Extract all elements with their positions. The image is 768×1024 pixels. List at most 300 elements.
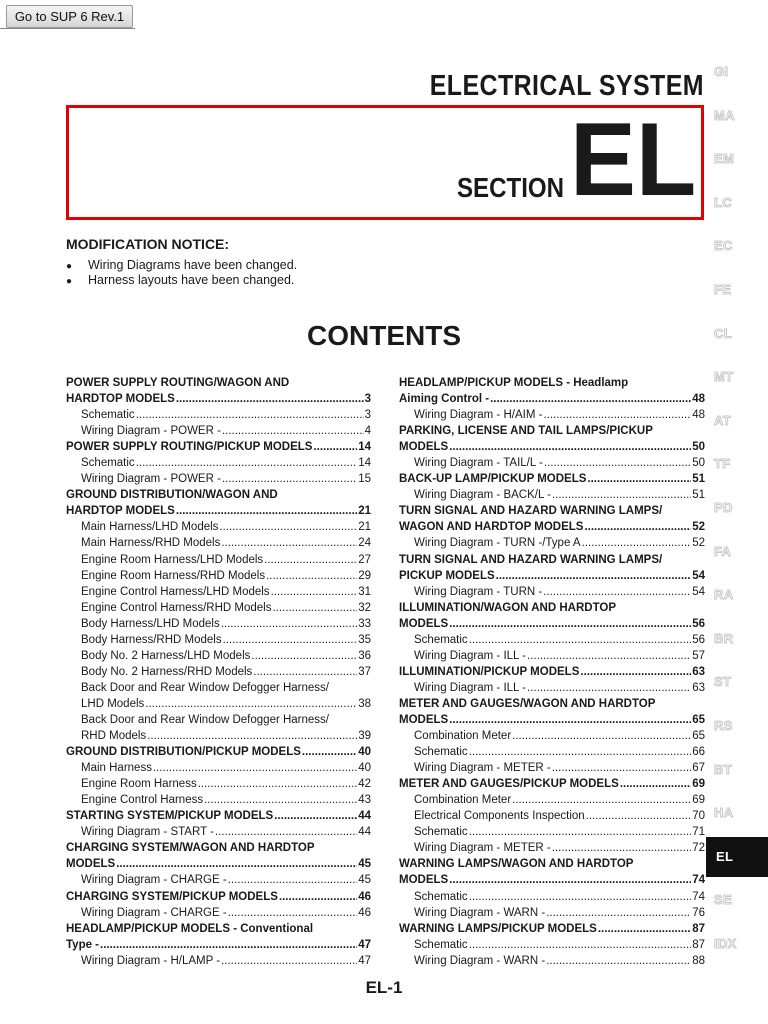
toc-entry[interactable] xyxy=(399,648,705,664)
toc-page-number: 44 xyxy=(358,826,371,839)
toc-page-number: 45 xyxy=(358,874,371,887)
toc-entry-title: WARNING LAMPS/WAGON AND HARDTOP xyxy=(399,858,634,871)
section-tab-fe[interactable]: FE xyxy=(714,282,732,297)
toc-entry[interactable] xyxy=(399,664,705,680)
toc-leader-dots xyxy=(221,616,358,632)
toc-page-number: 40 xyxy=(358,746,371,759)
toc-entry[interactable] xyxy=(66,664,371,680)
bullet-icon: ● xyxy=(66,276,73,287)
section-tab-se[interactable]: SE xyxy=(714,892,732,908)
toc-entry[interactable] xyxy=(66,568,371,584)
toc-leader-dots xyxy=(215,824,357,840)
toc-entry[interactable] xyxy=(66,616,371,632)
toc-leader-dots xyxy=(543,584,691,600)
toc-leader-dots xyxy=(274,808,357,824)
toc-leader-dots xyxy=(176,391,364,407)
modification-notice-title: MODIFICATION NOTICE: xyxy=(66,236,230,252)
toc-entry[interactable] xyxy=(66,584,371,600)
toc-page-number: 21 xyxy=(358,505,371,518)
toc-entry-title: Engine Room Harness/RHD Models xyxy=(81,569,266,582)
toc-page-number: 31 xyxy=(358,585,371,598)
section-tab-st[interactable]: ST xyxy=(714,674,732,690)
toc-entry-title: LHD Models xyxy=(81,697,145,710)
toc-entry[interactable] xyxy=(399,808,705,824)
toc-entry-title: Wiring Diagram - WARN - xyxy=(414,954,546,967)
toc-entry-title: METER AND GAUGES/WAGON AND HARDTOP xyxy=(399,697,656,710)
toc-page-number: 48 xyxy=(692,409,705,422)
toc-entry[interactable] xyxy=(399,487,705,503)
toc-leader-dots xyxy=(449,872,691,888)
toc-page-number: 67 xyxy=(692,762,705,775)
section-tab-ec[interactable]: EC xyxy=(714,238,733,254)
toc-entry[interactable] xyxy=(66,503,371,519)
toc-entry[interactable] xyxy=(399,856,705,872)
toc-entry[interactable] xyxy=(399,503,705,519)
page-number: EL-1 xyxy=(365,978,403,997)
toc-leader-dots xyxy=(176,503,357,519)
toc-leader-dots xyxy=(153,760,357,776)
toc-entry[interactable] xyxy=(399,728,705,744)
toc-leader-dots xyxy=(223,632,358,648)
toc-leader-dots xyxy=(116,856,357,872)
toc-leader-dots xyxy=(527,648,691,664)
toc-page-number: 29 xyxy=(358,569,371,582)
toc-leader-dots xyxy=(136,455,358,471)
toc-leader-dots xyxy=(490,391,691,407)
toc-entry-title: Type - xyxy=(66,938,100,951)
toc-page-number: 65 xyxy=(692,713,705,726)
toc-entry-title: Wiring Diagram - METER - xyxy=(414,842,551,855)
section-tab-el[interactable]: EL xyxy=(706,837,768,877)
toc-page-number: 36 xyxy=(358,649,371,662)
toc-entry-title: HEADLAMP/PICKUP MODELS - Headlamp xyxy=(399,377,629,389)
toc-entry[interactable] xyxy=(66,535,371,551)
toc-entry-title: PARKING, LICENSE AND TAIL LAMPS/PICKUP xyxy=(399,425,653,438)
toc-entry-title: Combination Meter xyxy=(414,794,512,807)
toc-page-number: 21 xyxy=(358,521,371,534)
toc-entry-title: Schematic xyxy=(81,457,135,470)
toc-entry-title: Aiming Control - xyxy=(399,393,490,406)
toc-entry[interactable] xyxy=(399,375,705,391)
toc-entry[interactable] xyxy=(66,728,371,744)
section-code: EL xyxy=(570,102,697,218)
section-tab-br[interactable]: BR xyxy=(714,630,734,646)
toc-leader-dots xyxy=(552,840,691,856)
toc-entry[interactable] xyxy=(66,921,371,937)
section-tab-pd[interactable]: PD xyxy=(714,500,733,515)
toc-entry[interactable] xyxy=(66,824,371,840)
toc-entry-title: Engine Control Harness xyxy=(81,794,204,807)
toc-page-number: 51 xyxy=(692,473,705,486)
toc-entry[interactable] xyxy=(399,471,705,487)
toc-leader-dots xyxy=(527,680,691,696)
toc-entry[interactable] xyxy=(66,680,371,696)
toc-page-number: 3 xyxy=(364,409,371,422)
goto-sup-button[interactable]: Go to SUP 6 Rev.1 xyxy=(6,5,133,28)
notice-text: Harness layouts have been changed. xyxy=(88,273,295,287)
toc-leader-dots xyxy=(552,760,691,776)
section-tab-rs[interactable]: RS xyxy=(714,718,733,733)
toc-entry-title: TURN SIGNAL AND HAZARD WARNING LAMPS/ xyxy=(399,553,663,566)
toc-entry-title: HARDTOP MODELS xyxy=(66,393,175,406)
toc-entry-title: Wiring Diagram - BACK/L - xyxy=(414,489,551,502)
toc-leader-dots xyxy=(222,423,364,439)
toc-leader-dots xyxy=(264,552,357,568)
toc-leader-dots xyxy=(552,487,691,503)
toc-entry-title: WAGON AND HARDTOP MODELS xyxy=(399,521,584,534)
toc-page-number: 47 xyxy=(358,938,371,951)
toc-entry-title: CHARGING SYSTEM/WAGON AND HARDTOP xyxy=(66,842,315,855)
toc-entry-title: Wiring Diagram - H/AIM - xyxy=(414,409,543,422)
page-title: ELECTRICAL SYSTEM xyxy=(429,70,704,102)
toc-entry[interactable] xyxy=(399,616,705,632)
toc-entry-title: Engine Room Harness xyxy=(81,778,197,791)
toc-entry-title: MODELS xyxy=(399,874,449,887)
toc-entry-title: POWER SUPPLY ROUTING/PICKUP MODELS xyxy=(66,441,313,454)
toc-entry[interactable] xyxy=(399,584,705,600)
section-tab-em[interactable]: EM xyxy=(714,151,735,167)
toc-leader-dots xyxy=(496,568,692,584)
toc-entry-title: BACK-UP LAMP/PICKUP MODELS xyxy=(399,473,587,486)
toc-entry-title: MODELS xyxy=(399,713,449,726)
toc-page-number: 46 xyxy=(358,906,371,919)
toc-entry[interactable] xyxy=(399,455,705,471)
toc-page-number: 74 xyxy=(692,890,705,903)
section-tab-bt[interactable]: BT xyxy=(714,761,732,777)
toc-entry-title: Wiring Diagram - POWER - xyxy=(81,425,221,438)
toc-leader-dots xyxy=(620,776,691,792)
toc-entry[interactable] xyxy=(66,632,371,648)
toc-entry-title: Wiring Diagram - TAIL/L - xyxy=(414,457,543,470)
toc-page-number: 54 xyxy=(692,585,705,598)
toc-entry-title: Engine Control Harness/LHD Models xyxy=(81,585,270,598)
toc-page-number: 63 xyxy=(692,681,705,694)
section-tab-ha[interactable]: HA xyxy=(714,805,734,821)
toc-page-number: 69 xyxy=(692,794,705,807)
toc-page-number: 32 xyxy=(358,601,371,614)
toc-leader-dots xyxy=(582,535,692,551)
toc-entry[interactable] xyxy=(66,889,371,905)
toc-leader-dots xyxy=(228,905,358,921)
toc-entry[interactable] xyxy=(66,744,371,760)
toc-leader-dots xyxy=(469,937,692,953)
toc-entry-title: Main Harness/LHD Models xyxy=(81,521,219,534)
toc-page-number: 88 xyxy=(692,954,705,967)
toc-entry[interactable] xyxy=(399,776,705,792)
toc-entry[interactable] xyxy=(399,889,705,905)
toc-entry-title: Wiring Diagram - START - xyxy=(81,826,214,839)
toc-entry[interactable] xyxy=(399,519,705,535)
toc-entry-title: Engine Room Harness/LHD Models xyxy=(81,553,264,566)
toc-page-number: 40 xyxy=(358,762,371,775)
section-tab-tf[interactable]: TF xyxy=(714,456,731,472)
toc-entry[interactable] xyxy=(399,840,705,856)
toc-entry-title: Schematic xyxy=(414,746,468,759)
toc-leader-dots xyxy=(100,937,357,953)
toc-entry[interactable] xyxy=(399,744,705,760)
toc-entry[interactable] xyxy=(66,808,371,824)
toc-leader-dots xyxy=(580,664,691,680)
toc-entry[interactable] xyxy=(66,776,371,792)
toc-page-number: 50 xyxy=(692,457,705,470)
toc-entry[interactable] xyxy=(399,792,705,808)
toc-entry[interactable] xyxy=(399,439,705,455)
toc-entry-title: Wiring Diagram - POWER - xyxy=(81,473,221,486)
toc-entry[interactable] xyxy=(66,648,371,664)
toc-entry[interactable] xyxy=(66,375,371,391)
toc-entry-title: HARDTOP MODELS xyxy=(66,505,175,518)
section-tab-idx[interactable]: IDX xyxy=(714,936,737,951)
toc-right-column xyxy=(399,375,705,969)
toc-entry-title: Main Harness/RHD Models xyxy=(81,537,221,550)
toc-page-number: 43 xyxy=(358,794,371,807)
toc-entry[interactable] xyxy=(399,391,705,407)
toc-leader-dots xyxy=(587,471,691,487)
toc-entry-title: Wiring Diagram - ILL - xyxy=(414,681,527,694)
toc-entry-title: MODELS xyxy=(399,441,449,454)
toc-page-number: 71 xyxy=(692,826,705,839)
toc-leader-dots xyxy=(544,455,691,471)
toc-leader-dots xyxy=(449,712,691,728)
toc-page-number: 65 xyxy=(692,730,705,743)
toc-page-number: 87 xyxy=(692,938,705,951)
toc-entry[interactable] xyxy=(399,407,705,423)
toc-page-number: 66 xyxy=(692,746,705,759)
toc-leader-dots xyxy=(266,568,357,584)
toc-leader-dots xyxy=(512,728,691,744)
top-divider xyxy=(0,28,135,29)
toc-leader-dots xyxy=(586,808,692,824)
toc-leader-dots xyxy=(598,921,691,937)
toc-page-number: 33 xyxy=(358,617,371,630)
toc-entry-title: WARNING LAMPS/PICKUP MODELS xyxy=(399,922,597,935)
toc-entry-title: Schematic xyxy=(414,890,468,903)
toc-page-number: 57 xyxy=(692,649,705,662)
section-tab-mt[interactable]: MT xyxy=(714,369,734,385)
toc-page-number: 42 xyxy=(358,778,371,791)
toc-entry-title: Back Door and Rear Window Defogger Harness/ xyxy=(81,681,330,694)
toc-page-number: 51 xyxy=(692,489,705,502)
toc-entry[interactable] xyxy=(66,471,371,487)
toc-leader-dots xyxy=(546,953,691,969)
toc-entry-title: Schematic xyxy=(81,409,135,422)
toc-page-number: 72 xyxy=(692,842,705,855)
toc-entry[interactable] xyxy=(66,712,371,728)
toc-entry[interactable] xyxy=(399,423,705,439)
toc-page-number: 44 xyxy=(358,810,371,823)
toc-leader-dots xyxy=(219,519,357,535)
toc-entry[interactable] xyxy=(66,760,371,776)
toc-entry-title: Body No. 2 Harness/LHD Models xyxy=(81,649,251,662)
toc-entry-title: STARTING SYSTEM/PICKUP MODELS xyxy=(66,810,274,823)
toc-leader-dots xyxy=(251,648,357,664)
toc-entry[interactable] xyxy=(66,953,371,969)
toc-entry[interactable] xyxy=(399,824,705,840)
toc-page-number: 63 xyxy=(692,665,705,678)
toc-leader-dots xyxy=(449,616,691,632)
notice-text: Wiring Diagrams have been changed. xyxy=(88,258,298,272)
toc-page-number: 24 xyxy=(358,537,371,550)
toc-leader-dots xyxy=(543,407,691,423)
toc-entry-title: Main Harness xyxy=(81,762,152,775)
toc-leader-dots xyxy=(145,696,357,712)
toc-leader-dots xyxy=(512,792,691,808)
toc-page-number: 48 xyxy=(692,393,705,406)
toc-entry[interactable] xyxy=(399,953,705,969)
toc-entry-title: Schematic xyxy=(414,938,468,951)
toc-entry-title: Body Harness/LHD Models xyxy=(81,617,220,630)
toc-entry[interactable] xyxy=(66,487,371,503)
toc-entry-title: PICKUP MODELS xyxy=(399,569,495,582)
toc-entry[interactable] xyxy=(66,455,371,471)
toc-page-number: 54 xyxy=(692,569,705,582)
contents-heading: CONTENTS xyxy=(307,320,461,351)
toc-entry-title: TURN SIGNAL AND HAZARD WARNING LAMPS/ xyxy=(399,505,663,518)
toc-page-number: 14 xyxy=(358,457,371,470)
toc-entry-title: Combination Meter xyxy=(414,730,512,743)
toc-entry-title: METER AND GAUGES/PICKUP MODELS xyxy=(399,778,619,791)
section-tab-at[interactable]: AT xyxy=(714,412,731,428)
toc-entry-title: Wiring Diagram - TURN - xyxy=(414,585,543,598)
toc-left-column xyxy=(66,375,371,969)
toc-entry[interactable] xyxy=(66,856,371,872)
toc-entry[interactable] xyxy=(399,568,705,584)
section-tab-ma[interactable]: MA xyxy=(714,107,735,123)
toc-page-number: 52 xyxy=(692,537,705,550)
toc-leader-dots xyxy=(221,953,357,969)
toc-page-number: 69 xyxy=(692,778,705,791)
toc-entry[interactable] xyxy=(399,905,705,921)
toc-page-number: 4 xyxy=(364,425,371,438)
toc-leader-dots xyxy=(271,584,358,600)
toc-entry[interactable] xyxy=(399,872,705,888)
toc-page-number: 76 xyxy=(692,906,705,919)
toc-entry[interactable] xyxy=(399,937,705,953)
toc-leader-dots xyxy=(469,632,692,648)
toc-page-number: 70 xyxy=(692,810,705,823)
toc-entry[interactable] xyxy=(399,760,705,776)
toc-entry-title: Wiring Diagram - WARN - xyxy=(414,906,546,919)
toc-entry-title: GROUND DISTRIBUTION/PICKUP MODELS xyxy=(66,746,301,759)
toc-entry-title: Back Door and Rear Window Defogger Harness/ xyxy=(81,713,330,726)
section-tab-fa[interactable]: FA xyxy=(714,543,732,559)
toc-entry[interactable] xyxy=(66,937,371,953)
toc-leader-dots xyxy=(584,519,691,535)
toc-entry[interactable] xyxy=(66,905,371,921)
toc-leader-dots xyxy=(546,905,691,921)
toc-entry[interactable] xyxy=(66,696,371,712)
toc-entry-title: Engine Control Harness/RHD Models xyxy=(81,601,272,614)
toc-leader-dots xyxy=(222,471,357,487)
toc-leader-dots xyxy=(221,535,357,551)
section-tab-gi[interactable]: GI xyxy=(714,64,729,79)
bullet-icon: ● xyxy=(66,261,73,272)
toc-entry-title: MODELS xyxy=(399,617,449,630)
toc-leader-dots xyxy=(449,439,691,455)
toc-entry[interactable] xyxy=(66,552,371,568)
toc-entry-title: ILLUMINATION/PICKUP MODELS xyxy=(399,665,580,678)
toc-entry-title: HEADLAMP/PICKUP MODELS - Conventional xyxy=(66,922,314,935)
toc-entry-title: Wiring Diagram - METER - xyxy=(414,762,551,775)
toc-entry-title: Schematic xyxy=(414,826,468,839)
toc-page-number: 15 xyxy=(358,473,371,486)
toc-leader-dots xyxy=(272,600,357,616)
toc-entry-title: Body Harness/RHD Models xyxy=(81,633,222,646)
toc-entry[interactable] xyxy=(66,519,371,535)
toc-entry[interactable] xyxy=(399,600,705,616)
toc-page-number: 38 xyxy=(358,697,371,710)
toc-page-number: 35 xyxy=(358,633,371,646)
toc-entry-title: Electrical Components Inspection xyxy=(414,810,585,823)
toc-entry-title: Schematic xyxy=(414,633,468,646)
list-item xyxy=(66,273,297,288)
toc-entry[interactable] xyxy=(399,535,705,551)
toc-entry[interactable] xyxy=(66,600,371,616)
toc-entry[interactable] xyxy=(399,696,705,712)
toc-entry-title: Body No. 2 Harness/RHD Models xyxy=(81,665,253,678)
toc-page-number: 3 xyxy=(364,393,371,406)
toc-entry[interactable] xyxy=(66,840,371,856)
section-label: SECTION xyxy=(457,172,565,203)
toc-page-number: 39 xyxy=(358,730,371,743)
toc-entry[interactable] xyxy=(66,439,371,455)
toc-leader-dots xyxy=(204,792,357,808)
toc-page-number: 56 xyxy=(692,633,705,646)
toc-entry-title: Wiring Diagram - CHARGE - xyxy=(81,906,227,919)
toc-entry-title: Wiring Diagram - CHARGE - xyxy=(81,874,227,887)
toc-entry-title: MODELS xyxy=(66,858,116,871)
toc-entry-title: Wiring Diagram - TURN -/Type A xyxy=(414,537,581,550)
toc-entry[interactable] xyxy=(399,632,705,648)
toc-entry[interactable] xyxy=(399,680,705,696)
toc-page-number: 56 xyxy=(692,617,705,630)
toc-leader-dots xyxy=(313,439,357,455)
toc-page-number: 14 xyxy=(358,441,371,454)
toc-page-number: 47 xyxy=(358,954,371,967)
toc-leader-dots xyxy=(302,744,357,760)
toc-entry[interactable] xyxy=(399,712,705,728)
toc-page-number: 52 xyxy=(692,521,705,534)
section-tab-ra[interactable]: RA xyxy=(714,587,734,603)
toc-entry[interactable] xyxy=(66,423,371,439)
toc-leader-dots xyxy=(469,889,692,905)
toc-entry-title: RHD Models xyxy=(81,730,147,743)
toc-entry[interactable] xyxy=(66,872,371,888)
toc-page-number: 46 xyxy=(358,890,371,903)
toc-page-number: 50 xyxy=(692,441,705,454)
toc-leader-dots xyxy=(228,872,358,888)
toc-leader-dots xyxy=(136,407,364,423)
toc-entry[interactable] xyxy=(66,407,371,423)
section-tab-cl[interactable]: CL xyxy=(714,325,732,341)
toc-entry[interactable] xyxy=(399,552,705,568)
toc-entry-title: Wiring Diagram - H/LAMP - xyxy=(81,954,221,967)
toc-leader-dots xyxy=(147,728,357,744)
toc-entry[interactable] xyxy=(399,921,705,937)
toc-entry[interactable] xyxy=(66,792,371,808)
toc-entry-title: Wiring Diagram - ILL - xyxy=(414,649,527,662)
toc-entry-title: GROUND DISTRIBUTION/WAGON AND xyxy=(66,489,278,502)
toc-page-number: 74 xyxy=(692,874,705,887)
toc-page-number: 27 xyxy=(358,553,371,566)
section-tab-lc[interactable]: LC xyxy=(714,194,732,210)
toc-leader-dots xyxy=(469,744,692,760)
list-item xyxy=(66,258,297,273)
toc-entry-title: CHARGING SYSTEM/PICKUP MODELS xyxy=(66,890,278,903)
toc-entry-title: ILLUMINATION/WAGON AND HARDTOP xyxy=(399,601,616,614)
toc-leader-dots xyxy=(198,776,358,792)
toc-entry[interactable] xyxy=(66,391,371,407)
